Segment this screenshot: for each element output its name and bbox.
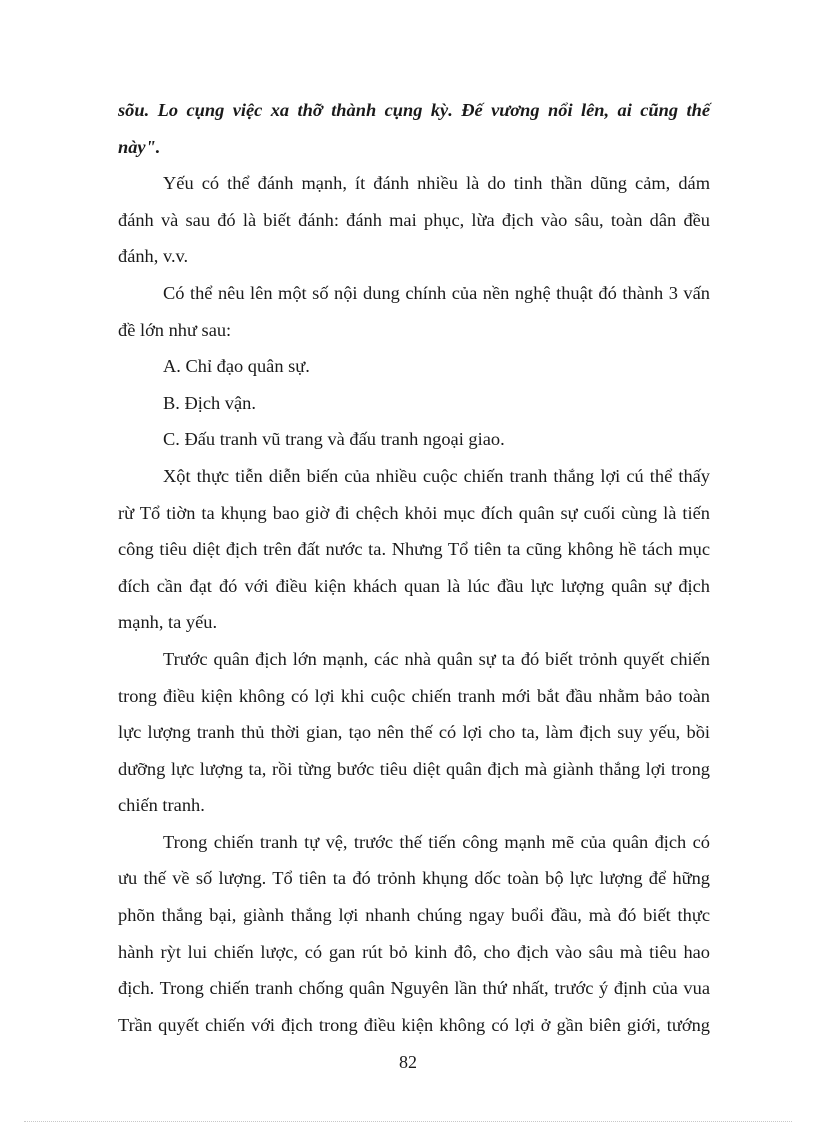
paragraph <box>118 641 710 824</box>
paragraph <box>118 824 710 1044</box>
text-line: chiến tranh. <box>118 795 205 816</box>
text-line: Xột thực tiễn diễn biến của nhiều cuộc chiến tranh thắng lợi cú thể thấy <box>163 465 710 486</box>
page-body <box>118 92 710 1043</box>
text-line: Trong chiến tranh tự vệ, trước thế tiến công mạnh mẽ của quân địch có <box>163 831 710 852</box>
numbered-list <box>118 348 710 458</box>
text-line: Trần quyết chiến với địch trong điều kiện không có lợi ở gần biên giới, tướng <box>118 1014 710 1035</box>
text-line: lực lượng tranh thủ thời gian, tạo nên thế có lợi cho ta, làm địch suy yếu, bồi <box>118 722 710 743</box>
text-line: ưu thế về số lượng. Tổ tiên ta đó trỏnh khụng dốc toàn bộ lực lượng để hững <box>118 868 710 889</box>
text-line: rừ Tổ tiờn ta khụng bao giờ đi chệch khỏi mục đích quân sự cuối cùng là tiến <box>118 502 710 523</box>
text-line: đích cần đạt đó với điều kiện khách quan là lúc đầu lực lượng quân sự địch <box>118 575 710 596</box>
paragraph <box>118 275 710 348</box>
quote-line: sõu. Lo cụng việc xa thỡ thành cụng kỳ. Đế vương nổi lên, ai cũng thế <box>118 100 710 120</box>
quote-block <box>118 92 710 165</box>
text-line: Có thể nêu lên một số nội dung chính của nền nghệ thuật đó thành 3 vấn <box>163 282 710 303</box>
paragraph <box>118 165 710 275</box>
paragraph <box>118 458 710 641</box>
page-bottom-divider <box>24 1121 792 1122</box>
text-line: đánh, v.v. <box>118 246 189 267</box>
text-line: hành rỳt lui chiến lược, có gan rút bỏ kinh đô, cho địch vào sâu mà tiêu hao <box>118 941 710 962</box>
text-line: trong điều kiện không có lợi khi cuộc chiến tranh mới bắt đầu nhằm bảo toàn <box>118 685 710 706</box>
text-line: Yếu có thể đánh mạnh, ít đánh nhiều là do tinh thần dũng cảm, dám <box>163 173 710 194</box>
list-item: A. Chỉ đạo quân sự. <box>163 356 310 377</box>
text-line: phõn thắng bại, giành thắng lợi nhanh chúng ngay buổi đầu, mà đó biết thực <box>118 905 710 926</box>
text-line: dưỡng lực lượng ta, rồi từng bước tiêu diệt quân địch mà giành thắng lợi trong <box>118 758 710 779</box>
page-number: 82 <box>399 1052 417 1072</box>
text-line: địch. Trong chiến tranh chống quân Nguyên lần thứ nhất, trước ý định của vua <box>118 978 710 999</box>
quote-line: này". <box>118 136 161 157</box>
text-line: công tiêu diệt địch trên đất nước ta. Nhưng Tổ tiên ta cũng không hề tách mục <box>118 539 710 560</box>
text-line: đề lớn như sau: <box>118 319 232 340</box>
text-line: Trước quân địch lớn mạnh, các nhà quân sự ta đó biết trỏnh quyết chiến <box>163 648 710 669</box>
text-line: đánh và sau đó là biết đánh: đánh mai phục, lừa địch vào sâu, toàn dân đều <box>118 209 710 230</box>
list-item: C. Đấu tranh vũ trang và đấu tranh ngoại giao. <box>163 429 505 450</box>
text-line: mạnh, ta yếu. <box>118 612 218 633</box>
list-item: B. Địch vận. <box>163 392 256 413</box>
